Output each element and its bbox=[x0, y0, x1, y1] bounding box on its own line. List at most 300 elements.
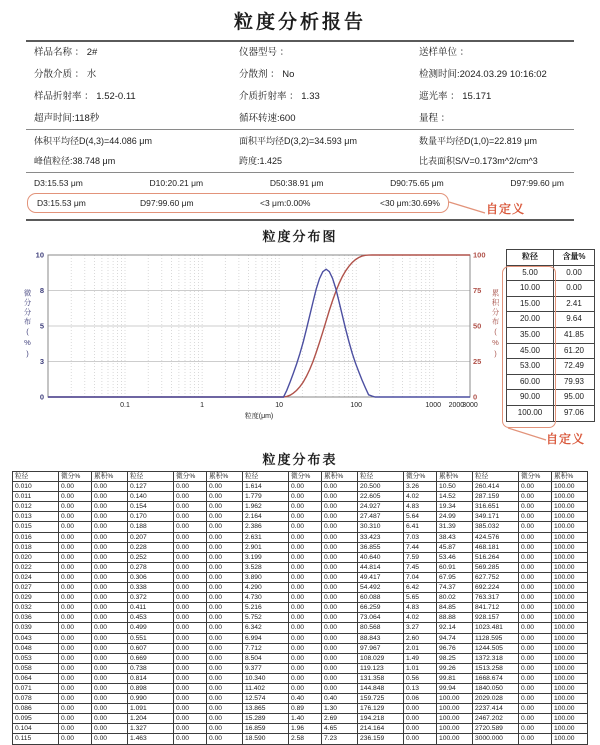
table-cell: 0.00 bbox=[92, 683, 128, 693]
svg-text:粒度(μm): 粒度(μm) bbox=[244, 413, 274, 420]
column-header: 累积% bbox=[437, 472, 473, 482]
percentile-value: D10:20.21 μm bbox=[149, 178, 204, 188]
table-cell: 0.00 bbox=[174, 532, 207, 542]
svg-text:8: 8 bbox=[39, 286, 44, 295]
table-cell: 0.00 bbox=[59, 643, 92, 653]
table-cell: 0.104 bbox=[13, 724, 59, 734]
table-cell: 0.058 bbox=[13, 663, 59, 673]
column-header: 累积% bbox=[552, 472, 588, 482]
table-cell: 7.04 bbox=[404, 572, 437, 582]
table-cell: 6.41 bbox=[404, 522, 437, 532]
table-cell: 0.00 bbox=[92, 673, 128, 683]
table-cell: 100.00 bbox=[552, 623, 588, 633]
table-cell: 0.071 bbox=[13, 683, 59, 693]
table-cell: 0.095 bbox=[13, 714, 59, 724]
table-row bbox=[13, 552, 588, 562]
table-cell: 0.00 bbox=[519, 482, 552, 492]
table-cell: 0.00 bbox=[519, 613, 552, 623]
table-row bbox=[13, 683, 588, 693]
table-cell: 0.00 bbox=[289, 542, 322, 552]
table-cell: 0.00 bbox=[289, 583, 322, 593]
table-cell: 0.00 bbox=[519, 643, 552, 653]
table-cell: 0.00 bbox=[207, 512, 243, 522]
table-cell: 0.00 bbox=[404, 734, 437, 744]
table-cell: 0.00 bbox=[92, 492, 128, 502]
table-cell: 73.064 bbox=[358, 613, 404, 623]
table-cell: 1.614 bbox=[243, 482, 289, 492]
table-row bbox=[13, 603, 588, 613]
table-cell: 0.00 bbox=[174, 623, 207, 633]
table-cell: 0.00 bbox=[519, 653, 552, 663]
table-row bbox=[13, 704, 588, 714]
table-cell: 0.00 bbox=[519, 734, 552, 744]
table-cell: 60.91 bbox=[437, 562, 473, 572]
table-cell: 0.00 bbox=[322, 522, 358, 532]
column-header: 累积% bbox=[207, 472, 243, 482]
svg-text:0: 0 bbox=[473, 392, 478, 402]
table-cell: 0.015 bbox=[13, 522, 59, 532]
table-cell: 0.00 bbox=[207, 653, 243, 663]
column-header: 微分% bbox=[519, 472, 552, 482]
table-cell: 0.551 bbox=[128, 633, 174, 643]
table-cell: 316.651 bbox=[473, 502, 519, 512]
table-cell: 100.00 bbox=[552, 532, 588, 542]
table-row bbox=[13, 673, 588, 683]
table-cell: 0.00 bbox=[207, 562, 243, 572]
table-cell: 0.00 bbox=[207, 673, 243, 683]
table-cell: 92.14 bbox=[437, 623, 473, 633]
table-cell: 9.377 bbox=[243, 663, 289, 673]
leader-line bbox=[504, 427, 548, 443]
percentile-value: D90:75.65 μm bbox=[390, 178, 444, 188]
table-cell: 0.00 bbox=[174, 583, 207, 593]
svg-text:3000: 3000 bbox=[462, 402, 478, 409]
table-cell: 53.46 bbox=[437, 552, 473, 562]
table-row bbox=[507, 312, 595, 328]
table-cell: 96.76 bbox=[437, 643, 473, 653]
table-title: 粒度分布表 bbox=[262, 452, 338, 467]
table-cell: 0.00 bbox=[174, 613, 207, 623]
table-row bbox=[13, 583, 588, 593]
table-cell: 0.00 bbox=[92, 512, 128, 522]
table-cell: 0.00 bbox=[207, 694, 243, 704]
table-cell: 19.34 bbox=[437, 502, 473, 512]
table-cell: 100.00 bbox=[552, 512, 588, 522]
table-cell: 0.00 bbox=[174, 593, 207, 603]
table-cell: 5.216 bbox=[243, 603, 289, 613]
table-row bbox=[507, 374, 595, 390]
custom-value: D3:15.53 μm bbox=[37, 198, 86, 208]
table-cell: 0.00 bbox=[289, 653, 322, 663]
table-cell: 0.011 bbox=[13, 492, 59, 502]
table-cell: 38.43 bbox=[437, 532, 473, 542]
header-row bbox=[13, 472, 588, 482]
table-cell: 0.00 bbox=[174, 572, 207, 582]
table-cell: 100.00 bbox=[552, 593, 588, 603]
table-cell: 0.00 bbox=[59, 583, 92, 593]
table-cell: 0.00 bbox=[322, 633, 358, 643]
custom-value: <3 μm:0.00% bbox=[260, 198, 311, 208]
table-cell: 0.00 bbox=[207, 613, 243, 623]
column-header: 粒径 bbox=[473, 472, 519, 482]
table-cell: 0.036 bbox=[13, 613, 59, 623]
table-cell: 3.890 bbox=[243, 572, 289, 582]
table-cell: 45.87 bbox=[437, 542, 473, 552]
table-cell: 0.00 bbox=[59, 633, 92, 643]
table-cell: 0.278 bbox=[128, 562, 174, 572]
table-cell: 0.00 bbox=[92, 562, 128, 572]
table-cell: 0.127 bbox=[128, 482, 174, 492]
table-cell: 0.00 bbox=[59, 572, 92, 582]
y-axis-right-label: 累积分布(%) bbox=[491, 289, 500, 360]
table-cell: 0.00 bbox=[59, 613, 92, 623]
table-cell: 7.59 bbox=[404, 552, 437, 562]
table-cell: 0.043 bbox=[13, 633, 59, 643]
table-cell: 5.64 bbox=[404, 512, 437, 522]
info-field: 遮光率 ： 15.171 bbox=[419, 91, 492, 102]
table-cell: 1372.318 bbox=[473, 653, 519, 663]
table-cell: 1.49 bbox=[404, 653, 437, 663]
table-cell: 0.00 bbox=[207, 532, 243, 542]
table-cell: 0.00 bbox=[59, 724, 92, 734]
table-cell: 0.00 bbox=[519, 562, 552, 572]
header-row bbox=[507, 250, 595, 266]
table-cell: 0.00 bbox=[519, 552, 552, 562]
table-cell: 0.010 bbox=[13, 482, 59, 492]
table-cell: 159.725 bbox=[358, 694, 404, 704]
table-cell: 11.402 bbox=[243, 683, 289, 693]
table-cell: 0.00 bbox=[519, 542, 552, 552]
table-cell: 0.00 bbox=[207, 492, 243, 502]
table-cell: 2.164 bbox=[243, 512, 289, 522]
table-row bbox=[507, 343, 595, 359]
table-cell: 6.994 bbox=[243, 633, 289, 643]
column-header: 微分% bbox=[59, 472, 92, 482]
table-cell: 12.574 bbox=[243, 694, 289, 704]
table-cell: 20.00 bbox=[507, 312, 554, 328]
column-header: 粒径 bbox=[13, 472, 59, 482]
table-cell: 33.423 bbox=[358, 532, 404, 542]
table-cell: 0.00 bbox=[404, 724, 437, 734]
table-cell: 0.053 bbox=[13, 653, 59, 663]
table-cell: 0.00 bbox=[207, 724, 243, 734]
info-field: 检测时间:2024.03.29 10:16:02 bbox=[419, 69, 547, 80]
table-cell: 100.00 bbox=[552, 613, 588, 623]
table-cell: 0.00 bbox=[322, 653, 358, 663]
table-cell: 100.00 bbox=[552, 653, 588, 663]
table-row bbox=[13, 633, 588, 643]
table-cell: 119.123 bbox=[358, 663, 404, 673]
column-header: 粒径 bbox=[358, 472, 404, 482]
table-cell: 0.039 bbox=[13, 623, 59, 633]
table-cell: 1.204 bbox=[128, 714, 174, 724]
table-row bbox=[13, 522, 588, 532]
table-cell: 0.00 bbox=[59, 663, 92, 673]
table-row bbox=[13, 482, 588, 492]
report-title: 粒度分析报告 bbox=[233, 12, 366, 33]
distribution-plot bbox=[0, 249, 504, 427]
table-cell: 0.00 bbox=[404, 704, 437, 714]
table-cell: 0.00 bbox=[289, 593, 322, 603]
info-field: 分散介质 ： 水 bbox=[34, 69, 97, 80]
table-cell: 84.85 bbox=[437, 603, 473, 613]
table-cell: 100.00 bbox=[552, 643, 588, 653]
table-row bbox=[13, 593, 588, 603]
table-cell: 0.00 bbox=[92, 593, 128, 603]
svg-text:75: 75 bbox=[473, 286, 482, 295]
table-row bbox=[13, 542, 588, 552]
table-cell: 0.170 bbox=[128, 512, 174, 522]
table-cell: 627.752 bbox=[473, 572, 519, 582]
table-cell: 7.44 bbox=[404, 542, 437, 552]
svg-text:50: 50 bbox=[473, 321, 482, 331]
svg-text:10: 10 bbox=[35, 250, 44, 260]
table-cell: 0.00 bbox=[92, 724, 128, 734]
info-field: 量程 ： bbox=[419, 113, 451, 124]
table-cell: 0.00 bbox=[59, 683, 92, 693]
table-cell: 98.25 bbox=[437, 653, 473, 663]
sample-info-grid bbox=[0, 42, 600, 129]
table-cell: 4.65 bbox=[322, 724, 358, 734]
table-cell: 0.00 bbox=[322, 603, 358, 613]
table-cell: 1.327 bbox=[128, 724, 174, 734]
table-cell: 1128.595 bbox=[473, 633, 519, 643]
table-cell: 0.00 bbox=[207, 633, 243, 643]
table-cell: 0.00 bbox=[207, 714, 243, 724]
table-cell: 0.00 bbox=[519, 522, 552, 532]
table-cell: 0.669 bbox=[128, 653, 174, 663]
table-cell: 763.317 bbox=[473, 593, 519, 603]
table-row bbox=[13, 663, 588, 673]
table-row bbox=[13, 572, 588, 582]
table-cell: 80.568 bbox=[358, 623, 404, 633]
table-cell: 9.64 bbox=[554, 312, 595, 328]
table-cell: 100.00 bbox=[552, 522, 588, 532]
table-cell: 97.06 bbox=[554, 405, 595, 421]
table-cell: 0.115 bbox=[13, 734, 59, 744]
table-cell: 60.088 bbox=[358, 593, 404, 603]
table-row bbox=[507, 327, 595, 343]
table-cell: 60.00 bbox=[507, 374, 554, 390]
table-cell: 0.00 bbox=[322, 623, 358, 633]
table-cell: 1668.674 bbox=[473, 673, 519, 683]
table-cell: 0.00 bbox=[289, 613, 322, 623]
table-row bbox=[507, 296, 595, 312]
table-cell: 0.00 bbox=[519, 673, 552, 683]
table-cell: 1.96 bbox=[289, 724, 322, 734]
table-cell: 24.99 bbox=[437, 512, 473, 522]
table-row bbox=[13, 562, 588, 572]
table-row bbox=[507, 359, 595, 375]
table-cell: 0.13 bbox=[404, 683, 437, 693]
table-cell: 100.00 bbox=[552, 683, 588, 693]
table-cell: 1.779 bbox=[243, 492, 289, 502]
table-cell: 2.01 bbox=[404, 643, 437, 653]
table-cell: 100.00 bbox=[552, 552, 588, 562]
table-row bbox=[13, 734, 588, 744]
table-cell: 30.310 bbox=[358, 522, 404, 532]
table-cell: 0.00 bbox=[92, 552, 128, 562]
table-cell: 0.00 bbox=[92, 633, 128, 643]
table-cell: 0.00 bbox=[519, 532, 552, 542]
table-cell: 0.00 bbox=[174, 633, 207, 643]
table-cell: 7.45 bbox=[404, 562, 437, 572]
table-cell: 0.207 bbox=[128, 532, 174, 542]
table-cell: 0.00 bbox=[174, 704, 207, 714]
table-cell: 0.607 bbox=[128, 643, 174, 653]
table-cell: 100.00 bbox=[552, 694, 588, 704]
table-cell: 0.00 bbox=[174, 562, 207, 572]
table-cell: 0.00 bbox=[519, 593, 552, 603]
table-cell: 6.342 bbox=[243, 623, 289, 633]
table-cell: 88.88 bbox=[437, 613, 473, 623]
table-cell: 0.00 bbox=[519, 603, 552, 613]
table-cell: 0.00 bbox=[92, 663, 128, 673]
table-cell: 0.00 bbox=[174, 492, 207, 502]
table-cell: 0.00 bbox=[174, 683, 207, 693]
table-cell: 194.218 bbox=[358, 714, 404, 724]
table-cell: 0.00 bbox=[207, 593, 243, 603]
table-cell: 0.00 bbox=[554, 281, 595, 297]
svg-text:0: 0 bbox=[39, 392, 44, 402]
table-cell: 0.00 bbox=[174, 673, 207, 683]
table-cell: 100.00 bbox=[552, 583, 588, 593]
y-axis-left-label: 微分分布(%) bbox=[23, 289, 32, 360]
table-cell: 15.289 bbox=[243, 714, 289, 724]
table-cell: 0.00 bbox=[92, 542, 128, 552]
table-cell: 0.00 bbox=[59, 694, 92, 704]
table-row bbox=[13, 714, 588, 724]
table-cell: 0.00 bbox=[174, 734, 207, 744]
table-cell: 0.00 bbox=[92, 482, 128, 492]
table-cell: 0.00 bbox=[59, 512, 92, 522]
table-cell: 100.00 bbox=[552, 724, 588, 734]
table-cell: 40.640 bbox=[358, 552, 404, 562]
table-cell: 5.752 bbox=[243, 613, 289, 623]
column-header: 含量% bbox=[554, 250, 595, 266]
table-cell: 0.738 bbox=[128, 663, 174, 673]
table-cell: 100.00 bbox=[437, 724, 473, 734]
table-cell: 10.00 bbox=[507, 281, 554, 297]
table-row bbox=[507, 281, 595, 297]
custom-annotation: 自定义 bbox=[546, 432, 586, 446]
table-row bbox=[13, 724, 588, 734]
table-cell: 0.00 bbox=[322, 673, 358, 683]
table-cell: 0.016 bbox=[13, 532, 59, 542]
column-header: 微分% bbox=[404, 472, 437, 482]
table-cell: 0.499 bbox=[128, 623, 174, 633]
info-field: 样品名称 ： 2# bbox=[34, 47, 98, 58]
table-cell: 3.26 bbox=[404, 482, 437, 492]
table-row bbox=[13, 502, 588, 512]
table-cell: 0.00 bbox=[322, 532, 358, 542]
table-cell: 18.590 bbox=[243, 734, 289, 744]
table-cell: 0.00 bbox=[322, 663, 358, 673]
table-cell: 7.712 bbox=[243, 643, 289, 653]
table-cell: 0.00 bbox=[519, 623, 552, 633]
column-header: 微分% bbox=[174, 472, 207, 482]
table-cell: 22.605 bbox=[358, 492, 404, 502]
table-cell: 0.00 bbox=[174, 663, 207, 673]
table-cell: 0.00 bbox=[92, 613, 128, 623]
table-cell: 0.00 bbox=[207, 734, 243, 744]
table-cell: 3000.000 bbox=[473, 734, 519, 744]
table-cell: 100.00 bbox=[507, 405, 554, 421]
table-cell: 0.00 bbox=[174, 512, 207, 522]
info-field: 介质折射率 ： 1.33 bbox=[239, 91, 320, 102]
table-cell: 0.00 bbox=[92, 502, 128, 512]
table-cell: 100.00 bbox=[437, 734, 473, 744]
table-cell: 0.00 bbox=[289, 623, 322, 633]
table-cell: 0.00 bbox=[519, 694, 552, 704]
table-cell: 349.171 bbox=[473, 512, 519, 522]
table-cell: 468.181 bbox=[473, 542, 519, 552]
custom-value: D97:99.60 μm bbox=[140, 198, 194, 208]
table-cell: 66.259 bbox=[358, 603, 404, 613]
table-cell: 100.00 bbox=[552, 482, 588, 492]
table-cell: 0.013 bbox=[13, 512, 59, 522]
table-cell: 49.417 bbox=[358, 572, 404, 582]
table-cell: 0.00 bbox=[322, 583, 358, 593]
table-cell: 100.00 bbox=[552, 714, 588, 724]
table-cell: 0.00 bbox=[174, 653, 207, 663]
table-cell: 0.00 bbox=[174, 724, 207, 734]
table-cell: 0.00 bbox=[289, 643, 322, 653]
table-cell: 0.00 bbox=[322, 562, 358, 572]
table-cell: 131.358 bbox=[358, 673, 404, 683]
table-cell: 36.855 bbox=[358, 542, 404, 552]
table-cell: 100.00 bbox=[552, 542, 588, 552]
table-cell: 176.129 bbox=[358, 704, 404, 714]
table-cell: 1.463 bbox=[128, 734, 174, 744]
table-cell: 0.140 bbox=[128, 492, 174, 502]
table-cell: 0.00 bbox=[92, 532, 128, 542]
table-cell: 4.02 bbox=[404, 492, 437, 502]
table-cell: 0.00 bbox=[289, 502, 322, 512]
table-cell: 0.00 bbox=[289, 572, 322, 582]
table-cell: 0.00 bbox=[92, 643, 128, 653]
table-cell: 3.528 bbox=[243, 562, 289, 572]
table-cell: 0.00 bbox=[59, 603, 92, 613]
table-cell: 4.83 bbox=[404, 502, 437, 512]
table-cell: 1513.258 bbox=[473, 663, 519, 673]
table-cell: 80.02 bbox=[437, 593, 473, 603]
table-row bbox=[13, 492, 588, 502]
table-cell: 13.865 bbox=[243, 704, 289, 714]
table-cell: 0.00 bbox=[207, 603, 243, 613]
table-cell: 0.814 bbox=[128, 673, 174, 683]
table-cell: 2.58 bbox=[289, 734, 322, 744]
svg-text:3: 3 bbox=[39, 357, 44, 366]
table-cell: 0.00 bbox=[289, 532, 322, 542]
table-cell: 0.00 bbox=[322, 643, 358, 653]
table-cell: 0.024 bbox=[13, 572, 59, 582]
table-cell: 35.00 bbox=[507, 327, 554, 343]
table-cell: 0.00 bbox=[59, 552, 92, 562]
table-cell: 99.81 bbox=[437, 673, 473, 683]
table-cell: 0.00 bbox=[92, 572, 128, 582]
svg-text:2000: 2000 bbox=[448, 402, 465, 409]
table-cell: 0.00 bbox=[207, 502, 243, 512]
info-field: 超声时间:118秒 bbox=[34, 113, 100, 124]
table-cell: 0.00 bbox=[59, 704, 92, 714]
info-field: 循环转速:600 bbox=[239, 113, 296, 124]
custom-value: <30 μm:30.69% bbox=[380, 198, 440, 208]
table-cell: 0.00 bbox=[59, 593, 92, 603]
size-distribution-table bbox=[12, 471, 588, 745]
table-cell: 0.338 bbox=[128, 583, 174, 593]
table-row bbox=[13, 623, 588, 633]
